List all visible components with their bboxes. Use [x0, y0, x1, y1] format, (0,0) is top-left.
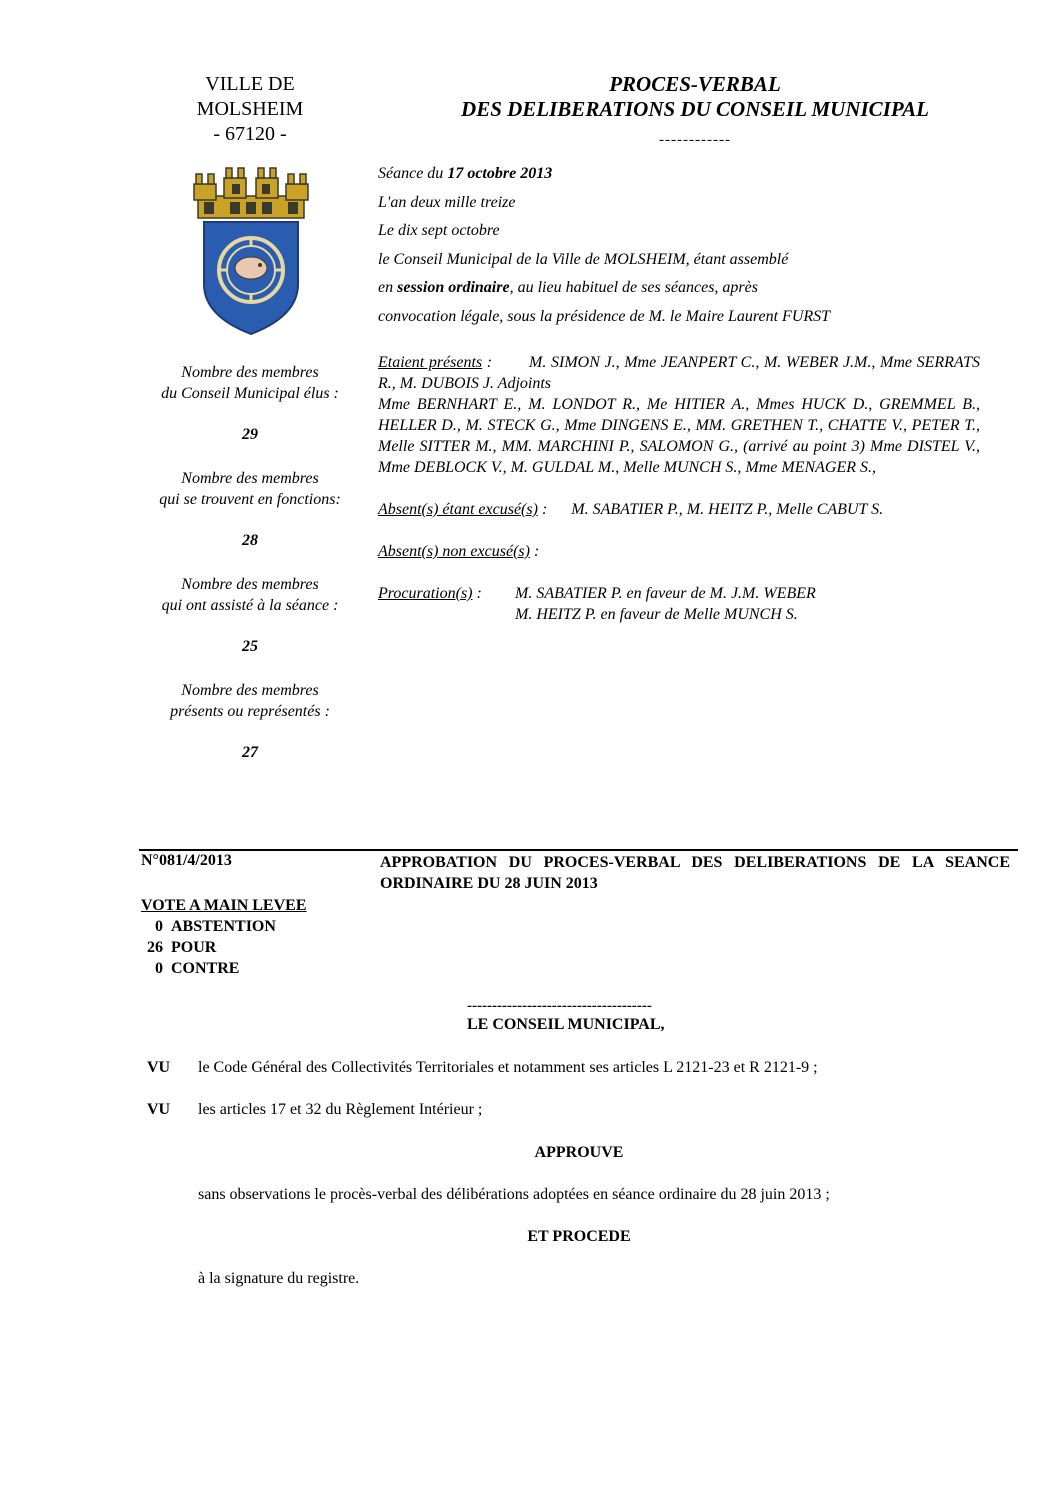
unexcused-colon: :	[529, 543, 540, 560]
town-line-1: VILLE DE	[205, 73, 295, 95]
approve-heading: APPROUVE	[534, 1144, 624, 1161]
vu-label: VU	[147, 1059, 171, 1076]
section-divider	[139, 849, 1018, 851]
count-label: Nombre des membres	[181, 470, 319, 487]
count-value: 28	[242, 532, 258, 549]
proxy-line: M. SABATIER P. en faveur de M. J.M. WEBER	[515, 585, 816, 602]
session-suffix: , au lieu habituel de ses séances, après	[509, 279, 758, 296]
town-line-2: MOLSHEIM	[196, 98, 304, 120]
vote-block	[141, 895, 307, 979]
seance-block	[378, 160, 988, 331]
vu-label: VU	[147, 1101, 171, 1118]
council-separator: -------------------------------------	[467, 998, 652, 1014]
count-block	[140, 680, 360, 762]
session-prefix: en	[378, 279, 398, 296]
coat-of-arms-icon	[190, 166, 312, 336]
proxy-label: Procuration(s)	[378, 585, 473, 602]
vote-row	[141, 958, 307, 979]
vote-row	[141, 916, 307, 937]
excused-label: Absent(s) étant excusé(s)	[378, 501, 538, 518]
excused-members	[378, 499, 980, 520]
vu-text: les articles 17 et 32 du Règlement Intérieur ;	[198, 1101, 483, 1118]
proxy-label-wrap	[378, 583, 515, 625]
proceed-text: à la signature du registre.	[198, 1270, 360, 1287]
vote-label: CONTRE	[171, 960, 240, 977]
deliberation-number: N°081/4/2013	[141, 852, 232, 869]
vote-count: 0	[155, 960, 163, 977]
approve-text: sans observations le procès-verbal des délibérations adoptées en séance ordinaire du 28 juin 2013 ;	[198, 1186, 830, 1203]
count-label: présents ou représentés :	[170, 703, 330, 720]
present-colon: :	[482, 354, 493, 371]
session-type: session ordinaire	[397, 279, 510, 296]
vote-label: ABSTENTION	[171, 918, 276, 935]
present-members	[378, 352, 980, 394]
unexcused-members	[378, 541, 980, 562]
seance-session-line	[378, 274, 988, 303]
count-label: qui ont assisté à la séance :	[161, 597, 339, 614]
vu-text: le Code Général des Collectivités Territoriales et notamment ses articles L 2121-23 et R 2121-9 ;	[198, 1059, 818, 1076]
present-councillors: Mme BERNHART E., M. LONDOT R., Me HITIER A., Mmes HUCK D., GREMMEL B., HELLER D., M. STECK G., Mme DINGENS E., MM. GRETHEN T., CHATTE V., PETER T., Melle SITTER M., MM. MARCHINI P., SALOMON G., (arrivé au point 3) Mme DISTEL V., Mme DEBLOCK V., M. GULDAL M., Melle MUNCH S., Mme MENAGER S.,	[378, 396, 980, 476]
seance-presidency-line: convocation légale, sous la présidence de M. le Maire Laurent FURST	[378, 307, 831, 325]
deliberation-title: APPROBATION DU PROCES-VERBAL DES DELIBERATIONS DE LA SEANCE ORDINAIRE DU 28 JUIN 2013	[380, 854, 1010, 892]
proxy-colon: :	[472, 585, 482, 602]
proxy-line: M. HEITZ P. en faveur de Melle MUNCH S.	[515, 606, 798, 623]
vote-count: 26	[147, 939, 163, 956]
count-label: Nombre des membres	[181, 682, 319, 699]
council-heading: LE CONSEIL MUNICIPAL,	[467, 1016, 665, 1033]
town-line-3: - 67120 -	[213, 123, 287, 145]
vote-title: VOTE A MAIN LEVEE	[141, 897, 307, 914]
count-block	[140, 574, 360, 656]
attendance-block	[378, 352, 980, 625]
excused-text: M. SABATIER P., M. HEITZ P., Melle CABUT S.	[571, 501, 884, 518]
proceed-heading: ET PROCEDE	[527, 1228, 631, 1245]
count-label: Nombre des membres	[181, 576, 319, 593]
seance-date-line	[378, 160, 988, 189]
seance-day-line: Le dix sept octobre	[378, 222, 500, 239]
present-adjoints: M. SIMON J., Mme JEANPERT C., M. WEBER J.M., Mme SERRATS R., M. DUBOIS J. Adjoints	[378, 354, 980, 392]
proxy-list	[515, 583, 816, 625]
excused-colon: :	[537, 501, 548, 518]
title-line-2: DES DELIBERATIONS DU CONSEIL MUNICIPAL	[461, 97, 929, 121]
title-separator: ------------	[659, 132, 731, 148]
town-header	[150, 72, 350, 147]
count-value: 29	[242, 426, 258, 443]
vote-row	[141, 937, 307, 958]
unexcused-label: Absent(s) non excusé(s)	[378, 543, 530, 560]
vote-label: POUR	[171, 939, 217, 956]
seance-year-line: L'an deux mille treize	[378, 193, 516, 211]
proxies	[378, 583, 980, 625]
count-block	[140, 468, 360, 550]
count-value: 25	[242, 638, 258, 655]
count-block	[140, 362, 360, 444]
count-label: du Conseil Municipal élus :	[161, 385, 339, 402]
seance-date-prefix: Séance du	[378, 165, 448, 182]
seance-date: 17 octobre 2013	[447, 165, 553, 182]
vote-count: 0	[155, 918, 163, 935]
count-value: 27	[242, 744, 258, 761]
seance-assembly-line: le Conseil Municipal de la Ville de MOLSHEIM, étant assemblé	[378, 250, 789, 268]
count-label: Nombre des membres	[181, 364, 319, 381]
count-label: qui se trouvent en fonctions:	[159, 491, 341, 508]
present-label: Etaient présents	[378, 354, 483, 371]
document-title	[380, 72, 1010, 122]
member-counts	[140, 362, 360, 786]
title-line-1: PROCES-VERBAL	[609, 72, 781, 96]
